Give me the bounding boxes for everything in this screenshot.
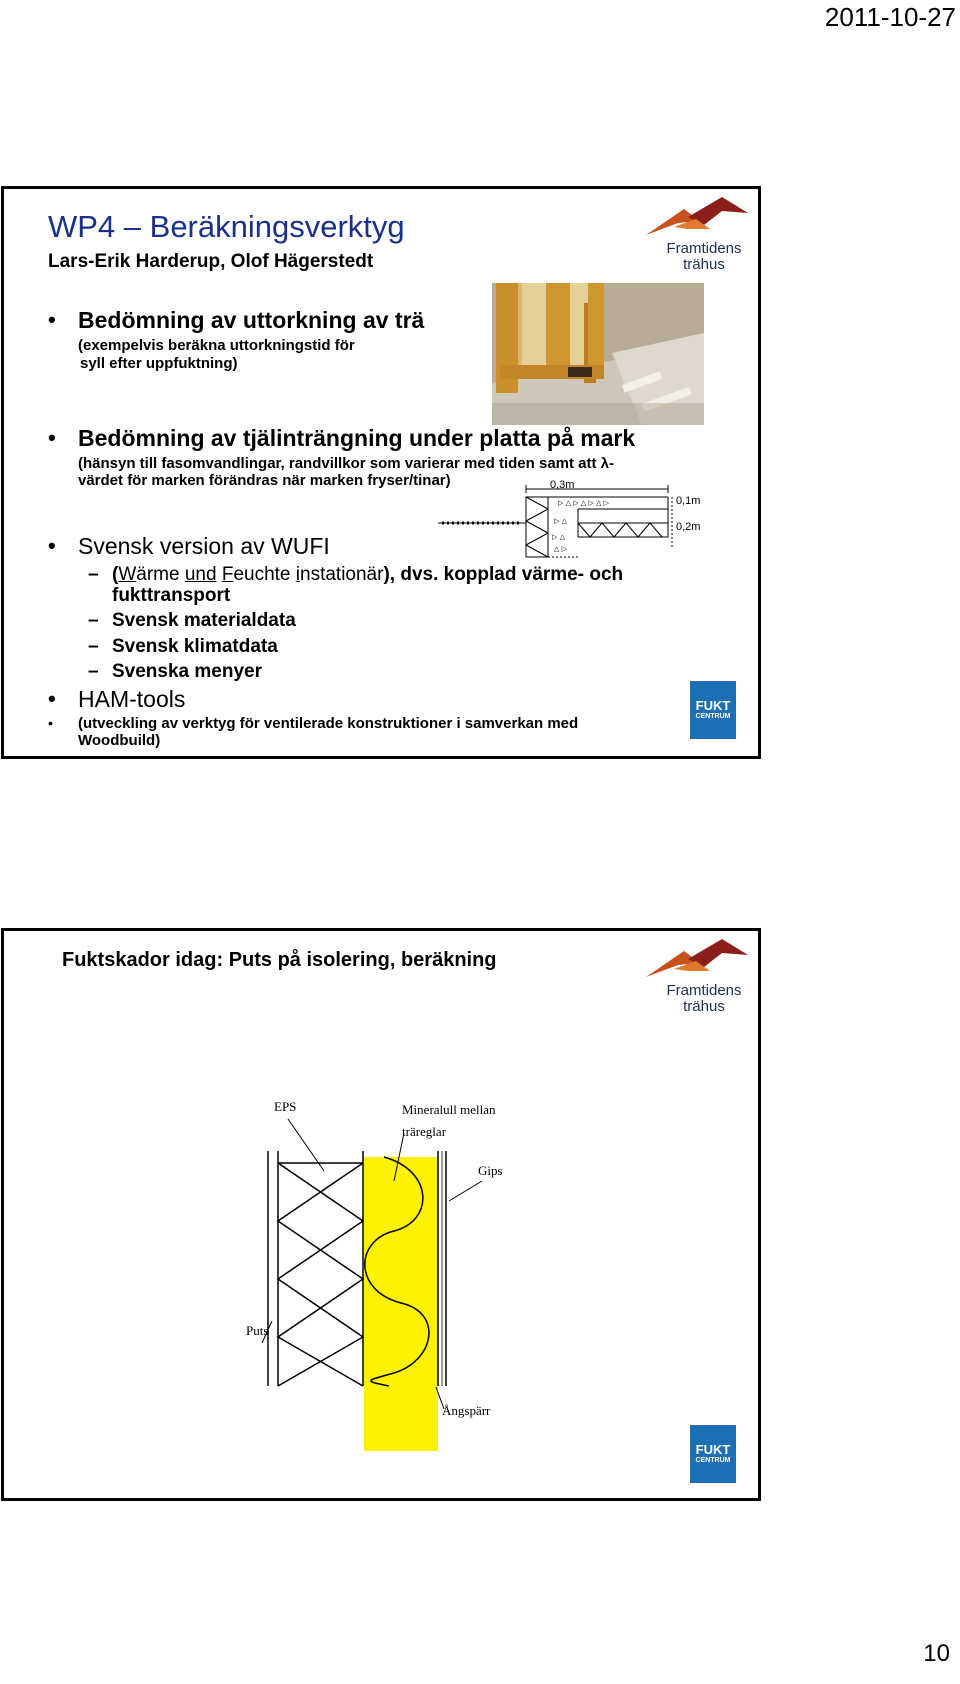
label-gips: Gips: [478, 1163, 503, 1178]
page-number: 10: [923, 1640, 950, 1667]
sub-item-klimatdata: Svensk klimatdata: [112, 636, 278, 657]
svg-text:▷ △: ▷ △: [552, 533, 565, 541]
framtidens-trahus-logo: [644, 937, 750, 1021]
svg-text:▷ △: ▷ △: [554, 517, 567, 525]
roof-logo-icon: [644, 937, 750, 985]
slide-title: Fuktskador idag: Puts på isolering, beräkning: [62, 949, 497, 971]
bullet-tjal-detail-2: värdet för marken förändras när marken fryser/tinar): [78, 472, 451, 489]
ham-tools-detail-1: (utveckling av verktyg för ventilerade konstruktioner i samverkan med: [78, 715, 579, 732]
label-puts: Puts: [246, 1323, 269, 1338]
wufi-definition-line-2: fukttransport: [112, 585, 231, 606]
diagram-depth-1-label: 0,1m: [676, 495, 701, 507]
logo-text: Framtidens trähus: [666, 982, 742, 1015]
svg-text:▷ △ ▷ △ ▷ △ ▷: ▷ △ ▷ △ ▷ △ ▷: [558, 499, 610, 507]
slide-wp4: WP4 – Beräkningsverktyg Lars-Erik Harderup, Olof Hägerstedt Framtidens trähus • Bedömning av uttorkning av trä (exempelvis beräkna uttorkningstid för syll efter uppfuktning) • Bedömning av tjälinträngning under platta på mark (hänsyn till fasomvandlingar, randvillkor som varierar med tiden samt att λ- värdet för marken förändras när marken fryser/tinar) ▷ △ ▷ △ ▷ △ ▷ ▷ △ ▷ △ △ ▷ 0,3m 0,1m 0,2m • Svensk version av WUFI – (Wärme und Feuchte instationär), dvs. kopplad värme- och fukttransport – Svensk materialdata – Svensk klimatdata – Svenska menyer • HAM-tools • (utveckling av verktyg för ventilerade konstruktioner i samverkan med Woodbuild) FUKT CENTRUM: [1, 186, 761, 759]
bullet-dot-small: •: [48, 715, 53, 731]
svg-text:△ ▷: △ ▷: [554, 545, 567, 553]
fukt-centrum-logo: FUKT CENTRUM: [690, 681, 736, 739]
fukt-centrum-logo: FUKT CENTRUM: [690, 1425, 736, 1483]
label-eps: EPS: [274, 1099, 297, 1114]
bullet-tjal-detail-1: (hänsyn till fasomvandlingar, randvillkor som varierar med tiden samt att λ-: [78, 455, 614, 472]
bullet-dot: •: [48, 307, 56, 332]
wall-section-diagram: [244, 1081, 564, 1451]
slab-frost-diagram: [438, 479, 728, 559]
slide-title: WP4 – Beräkningsverktyg: [48, 209, 405, 244]
diagram-width-label: 0,3m: [550, 479, 575, 491]
ham-tools-detail-2: Woodbuild): [78, 732, 161, 749]
timber-sill-photo: [492, 283, 704, 425]
label-mineralull: Mineralull mellan träreglar: [402, 1102, 496, 1139]
logo-text: Framtidens trähus: [666, 240, 742, 273]
roof-logo-icon: [644, 195, 750, 243]
slide-authors: Lars-Erik Harderup, Olof Hägerstedt: [48, 251, 374, 272]
slide-fuktskador: [1, 928, 761, 1501]
sub-item-menyer: Svenska menyer: [112, 661, 262, 682]
dash-wufi-definition: –: [88, 564, 99, 585]
wufi-definition-line-1: (Wärme und Feuchte instationär), dvs. kopplad värme- och: [112, 564, 624, 585]
bullet-uttorkning-detail-1: (exempelvis beräkna uttorkningstid för: [78, 337, 355, 354]
header-date: 2011-10-27: [824, 2, 956, 32]
diagram-depth-2-label: 0,2m: [676, 521, 701, 533]
framtidens-trahus-logo: [644, 195, 750, 279]
sub-item-materialdata: Svensk materialdata: [112, 610, 296, 631]
bullet-uttorkning-detail-2: syll efter uppfuktning): [80, 355, 238, 372]
label-angsparr: Ångspärr: [442, 1403, 491, 1418]
